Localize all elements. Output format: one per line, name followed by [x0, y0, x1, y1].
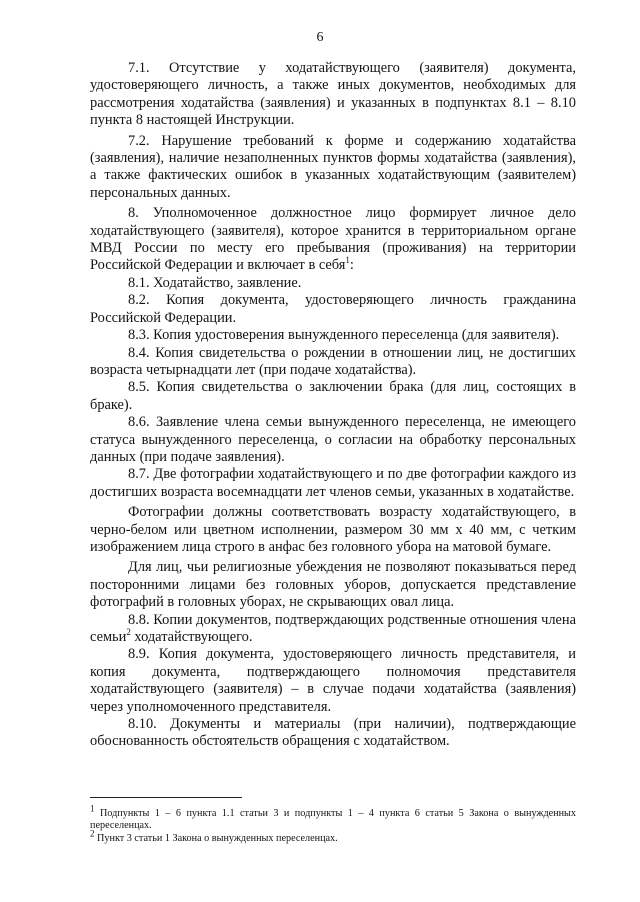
- paragraph-8-4: 8.4. Копия свидетельства о рождении в отношении лиц, не достигших возраста четырнадцати лет (при подаче ходатайства).: [90, 344, 576, 378]
- paragraph-8-7: 8.7. Две фотографии ходатайствующего и по две фотографии каждого из достигших возраста восемнадцати лет членов семьи, указанных в ходатайстве.: [90, 466, 576, 500]
- paragraph-8-8-text: 8.8. Копии документов, подтверждающих родственные отношения члена семьи: [90, 611, 576, 645]
- footnote-1-text: Подпункты 1 – 6 пункта 1.1 статьи 3 и подпункты 1 – 4 пункта 6 статьи 5 Закона о вынужденных переселенцах.: [90, 808, 576, 832]
- footnote-1-mark: 1: [90, 803, 95, 814]
- footnotes: [90, 803, 576, 845]
- paragraph-8-text: 8. Уполномоченное должностное лицо формирует личное дело ходатайствующего (заявителя), которое хранится в территориальном органе МВД России по месту его пребывания (проживания) на территории Российской Федерации и включает в себя: [90, 205, 576, 274]
- paragraph-photo-requirements: Фотографии должны соответствовать возрасту ходатайствующего, в черно-белом или цветном исполнении, размером 30 мм х 40 мм, с четким изображением лица строго в анфас без головного убора на матовой бумаге.: [90, 504, 576, 555]
- paragraph-8-5: 8.5. Копия свидетельства о заключении брака (для лиц, состоящих в браке).: [90, 379, 576, 413]
- paragraph-8-2: 8.2. Копия документа, удостоверяющего личность гражданина Российской Федерации.: [90, 292, 576, 326]
- paragraph-8-tail: :: [349, 257, 354, 274]
- paragraph-7-2: 7.2. Нарушение требований к форме и содержанию ходатайства (заявления), наличие незаполненных пунктов формы ходатайства (заявления), а также фактических ошибок в указанных ходатайствующим (заявителем) персональных данных.: [90, 132, 576, 201]
- paragraph-8-9: 8.9. Копия документа, удостоверяющего личность представителя, и копия документа, подтверждающего полномочия представителя ходатайствующего (заявителя) – в случае подачи ходатайства (заявления) через уполномоченного представителя.: [90, 646, 576, 715]
- footnote-2-text: Пункт 3 статьи 1 Закона о вынужденных переселенцах.: [94, 832, 338, 844]
- paragraph-8-1: 8.1. Ходатайство, заявление.: [128, 274, 302, 291]
- page-number: 6: [316, 30, 324, 45]
- paragraph-8-6: 8.6. Заявление члена семьи вынужденного переселенца, не имеющего статуса вынужденного переселенца, о согласии на обработку персональных данных (при подаче заявления).: [90, 414, 576, 465]
- paragraph-religious-exception: Для лиц, чьи религиозные убеждения не позволяют показываться перед посторонними лицами без головных уборов, допускается представление фотографий в головных уборах, не скрывающих овал лица.: [90, 559, 576, 611]
- paragraph-8-8-tail: ходатайствующего.: [130, 629, 253, 645]
- paragraph-8-8: [90, 612, 576, 647]
- footnote-separator: [90, 797, 242, 798]
- footnote-ref-2: 2: [126, 627, 131, 638]
- document-body: [90, 60, 576, 751]
- paragraph-8-10: 8.10. Документы и материалы (при наличии), подтверждающие обоснованность обстоятельств обращения с ходатайством.: [90, 716, 576, 750]
- footnote-2: [90, 828, 576, 845]
- paragraph-8: [90, 205, 576, 275]
- paragraph-8-3: 8.3. Копия удостоверения вынужденного переселенца (для заявителя).: [128, 327, 560, 344]
- footnote-2-mark: 2: [90, 828, 95, 839]
- footnote-ref-1: 1: [345, 255, 350, 266]
- paragraph-7-1: 7.1. Отсутствие у ходатайствующего (заявителя) документа, удостоверяющего личность, а также иных документов, необходимых для рассмотрения ходатайства (заявления) и указанных в подпунктах 8.1 – 8.10 пункта 8 настоящей Инструкции.: [90, 60, 576, 129]
- footnote-1: [90, 803, 576, 833]
